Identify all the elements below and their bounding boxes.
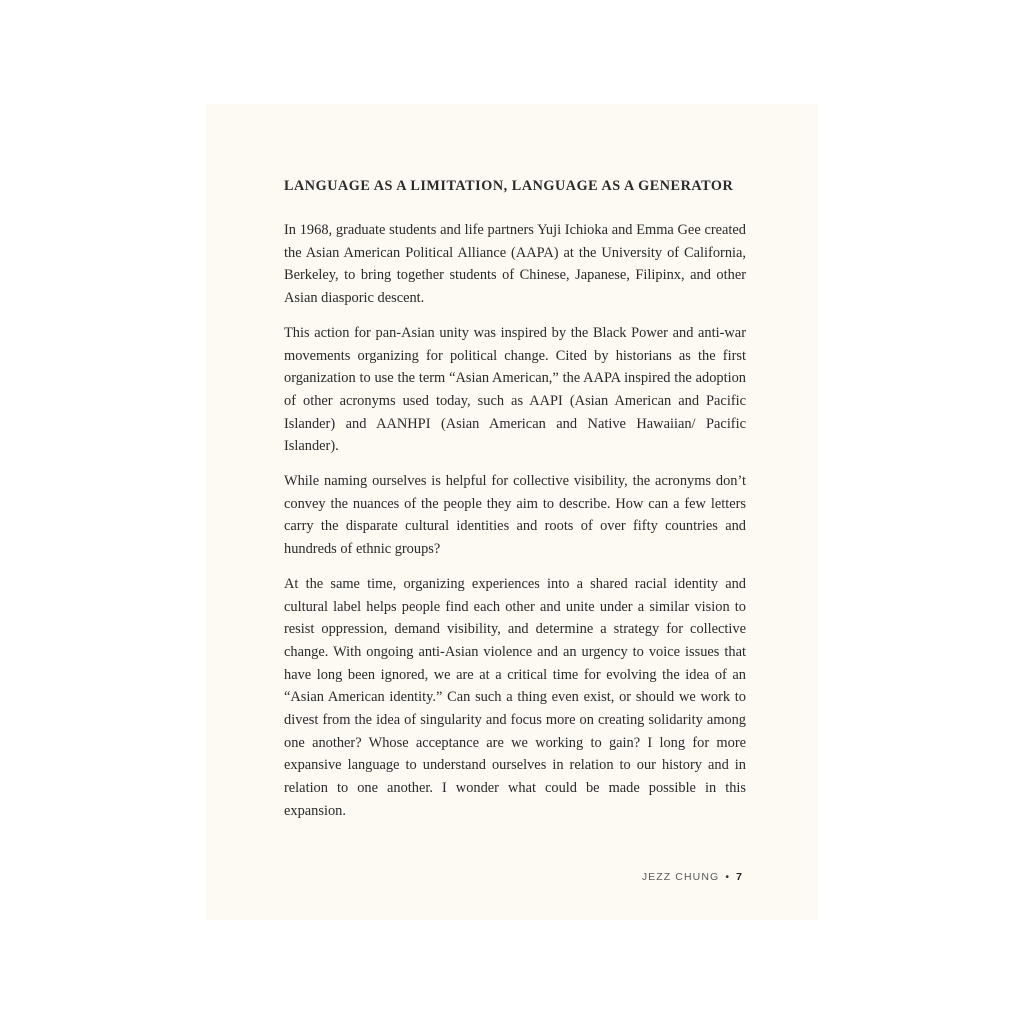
footer-author: JEZZ CHUNG [641, 871, 720, 883]
footer-separator: • [725, 871, 731, 883]
page-number: 7 [736, 871, 742, 883]
section-heading: LANGUAGE AS A LIMITATION, LANGUAGE AS A GENERATOR [284, 178, 734, 194]
paragraph-1: In 1968, graduate students and life partners Yuji Ichioka and Emma Gee created the Asian American Political Alliance (AAPA) at the University of California, Berkeley, to bring together students of Chinese, Japanese, Filipinx, and other Asian diasporic descent. [284, 222, 746, 307]
paragraph-2: This action for pan-Asian unity was inspired by the Black Power and anti-war movements organizing for political change. Cited by historians as the first organization to use the term “Asian American,” the AAPA inspired the adoption of other acronyms used today, such as AAPI (Asian American and Pacific Islander) and AANHPI (Asian American and Native Hawaiian/ Pacific Islander). [284, 324, 746, 455]
page-footer [642, 871, 742, 883]
book-page [206, 104, 818, 920]
paragraph-3: While naming ourselves is helpful for collective visibility, the acronyms don’t convey the nuances of the people they aim to describe. How can a few letters carry the disparate cultural identities and roots of over fifty countries and hundreds of ethnic groups? [284, 473, 746, 558]
paragraph-4: At the same time, organizing experiences into a shared racial identity and cultural label helps people find each other and unite under a similar vision to resist oppression, demand visibility, and determine a strategy for collective change. With ongoing anti-Asian violence and an urgency to voice issues that have long been ignored, we are at a critical time for evolving the idea of an “Asian American identity.” Can such a thing even exist, or should we work to divest from the idea of singularity and focus more on creating solidarity among one another? Whose acceptance are we working to gain? I long for more expansive language to understand ourselves in relation to our history and in relation to one another. I wonder what could be made possible in this expansion. [284, 575, 746, 819]
page-content [284, 176, 746, 835]
